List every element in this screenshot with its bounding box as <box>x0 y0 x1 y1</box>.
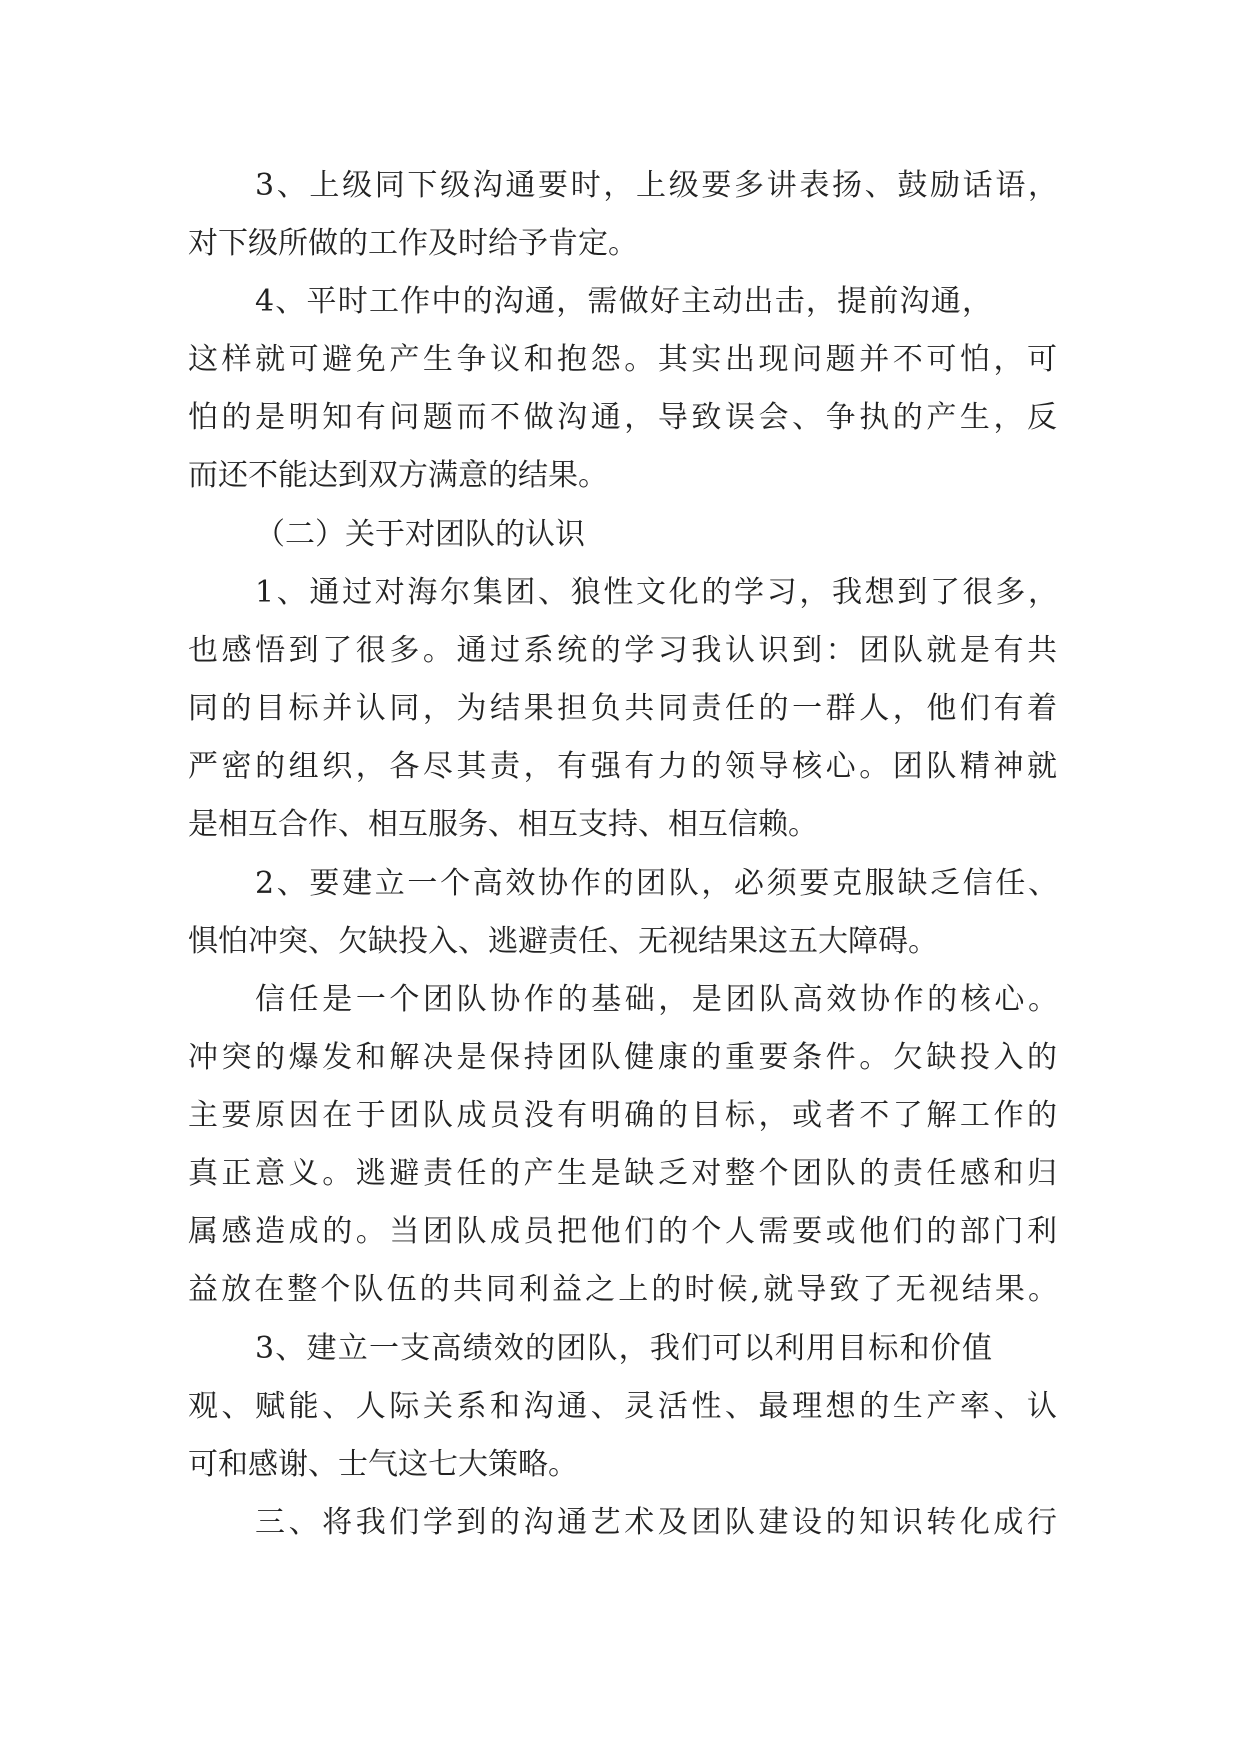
section-heading: （二）关于对团队的认识 <box>255 517 585 552</box>
paragraph-4-line-2: 这样就可避免产生争议和抱怨。其实出现问题并不可怕，可 <box>188 342 1057 377</box>
section-three-line-1: 三、将我们学到的沟通艺术及团队建设的知识转化成行 <box>255 1505 1057 1540</box>
team-paragraph-1-line-2: 也感悟到了很多。通过系统的学习我认识到：团队就是有共 <box>188 633 1057 668</box>
team-paragraph-2-line-1: 2、要建立一个高效协作的团队，必须要克服缺乏信任、 <box>255 866 1058 901</box>
team-paragraph-1-line-1: 1、通过对海尔集团、狼性文化的学习，我想到了很多， <box>255 575 1058 610</box>
trust-paragraph-line-6: 益放在整个队伍的共同利益之上的时候,就导致了无视结果。 <box>188 1272 1058 1307</box>
trust-paragraph-line-1: 信任是一个团队协作的基础，是团队高效协作的核心。 <box>255 982 1058 1017</box>
team-paragraph-2-line-2: 惧怕冲突、欠缺投入、逃避责任、无视结果这五大障碍。 <box>188 924 938 959</box>
team-paragraph-1-line-5: 是相互合作、相互服务、相互支持、相互信赖。 <box>188 807 818 842</box>
trust-paragraph-line-2: 冲突的爆发和解决是保持团队健康的重要条件。欠缺投入的 <box>188 1040 1057 1075</box>
paragraph-3-line-1: 3、上级同下级沟通要时，上级要多讲表扬、鼓励话语， <box>255 168 1058 203</box>
paragraph-4-line-1: 4、平时工作中的沟通，需做好主动出击，提前沟通， <box>255 284 992 319</box>
team-paragraph-3-line-3: 可和感谢、士气这七大策略。 <box>188 1447 578 1482</box>
trust-paragraph-line-5: 属感造成的。当团队成员把他们的个人需要或他们的部门利 <box>188 1214 1057 1249</box>
team-paragraph-1-line-3: 同的目标并认同，为结果担负共同责任的一群人，他们有着 <box>188 691 1057 726</box>
paragraph-4-line-4: 而还不能达到双方满意的结果。 <box>188 458 608 493</box>
paragraph-4-line-3: 怕的是明知有问题而不做沟通，导致误会、争执的产生，反 <box>188 400 1057 435</box>
trust-paragraph-line-4: 真正意义。逃避责任的产生是缺乏对整个团队的责任感和归 <box>188 1156 1057 1191</box>
paragraph-3-line-2: 对下级所做的工作及时给予肯定。 <box>188 226 638 261</box>
trust-paragraph-line-3: 主要原因在于团队成员没有明确的目标，或者不了解工作的 <box>188 1098 1057 1133</box>
team-paragraph-1-line-4: 严密的组织，各尽其责，有强有力的领导核心。团队精神就 <box>188 749 1057 784</box>
team-paragraph-3-line-2: 观、赋能、人际关系和沟通、灵活性、最理想的生产率、认 <box>188 1389 1057 1424</box>
team-paragraph-3-line-1: 3、建立一支高绩效的团队，我们可以利用目标和价值 <box>255 1331 992 1366</box>
